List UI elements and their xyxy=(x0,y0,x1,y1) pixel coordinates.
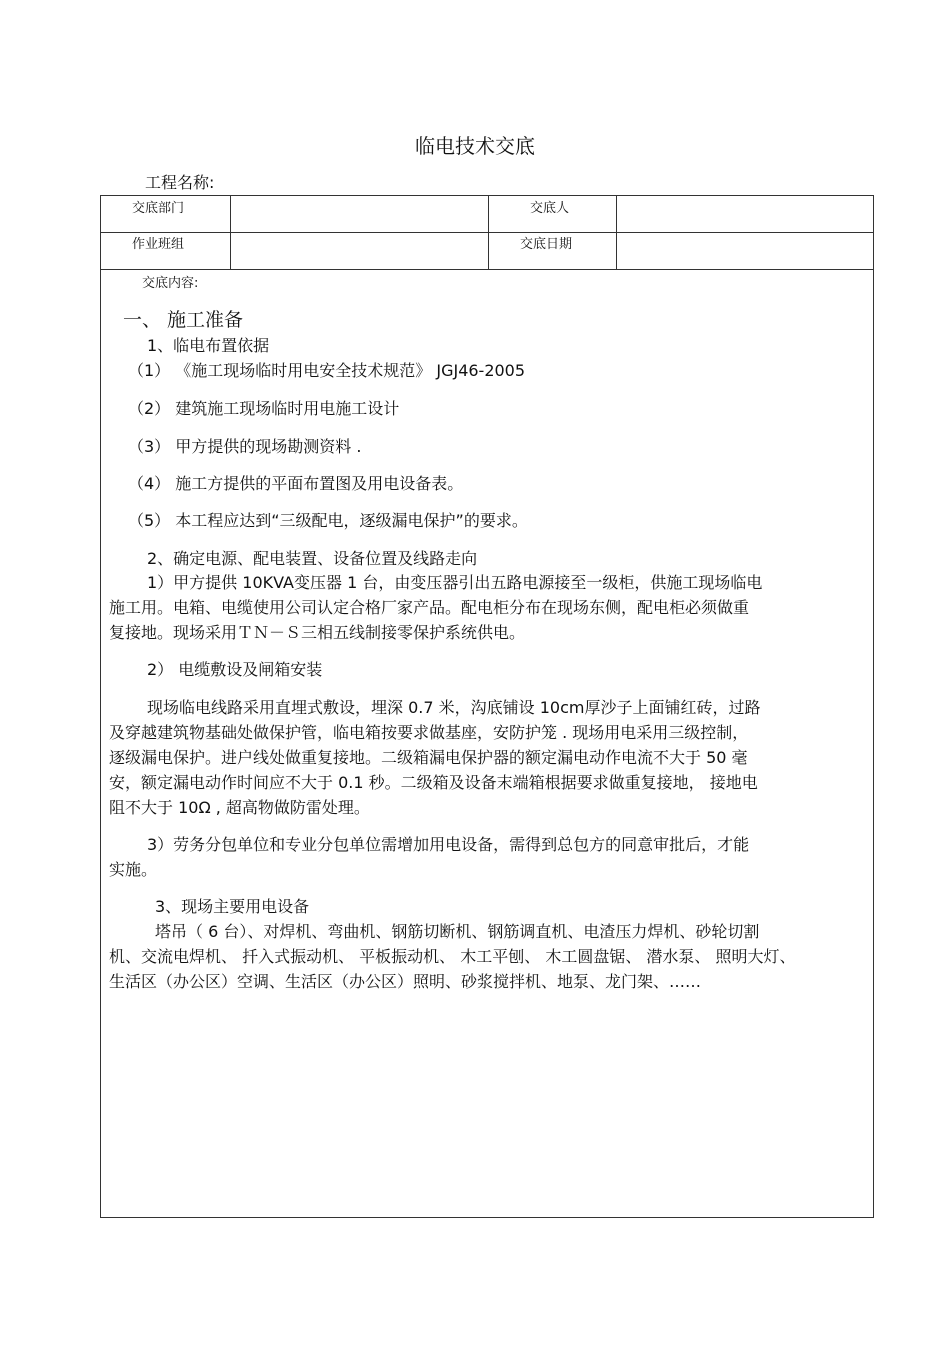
content-label: 交底内容: xyxy=(142,276,199,291)
sub2-p3-line1: 3）劳务分包单位和专业分包单位需增加用电设备，需得到总包方的同意审批后，才能 xyxy=(147,835,750,854)
table-divider-col3 xyxy=(616,195,617,269)
sub2-p3-line2: 实施。 xyxy=(109,860,158,879)
team-label: 作业班组 xyxy=(132,237,185,252)
page-title: 临电技术交底 xyxy=(415,134,535,158)
sub2-p2-title: 2） 电缆敷设及闸箱安装 xyxy=(147,660,323,679)
sub2-p2-line1: 现场临电线路采用直埋式敷设，埋深 0.7 米，沟底铺设 10cm厚沙子上面铺红砖，过路 xyxy=(147,698,761,717)
sub3-line3: 生活区（办公区）空调、生活区（办公区）照明、砂浆搅拌机、地泵、龙门架、…… xyxy=(109,972,702,991)
basis-item-5: （5） 本工程应达到“三级配电，逐级漏电保护”的要求。 xyxy=(128,511,528,530)
table-divider-row2 xyxy=(100,269,874,270)
sub3-line2: 机、交流电焊机、 扦入式振动机、 平板振动机、 木工平刨、 木工圆盘锯、 潜水泵、 照明大灯、 xyxy=(109,947,796,966)
project-name-label: 工程名称: xyxy=(145,173,215,192)
sub2-p1-line2: 施工用。电箱、电缆使用公司认定合格厂家产品。配电柜分布在现场东侧，配电柜必须做重 xyxy=(109,598,750,617)
table-divider-col1 xyxy=(230,195,231,269)
sub2-p2-line2: 及穿越建筑物基础处做保护管，临电箱按要求做基座，安防护笼 . 现场用电采用三级控制， xyxy=(109,723,749,742)
date-label: 交底日期 xyxy=(520,237,573,252)
sub1-title: 1、临电布置依据 xyxy=(147,336,270,355)
table-divider-col2 xyxy=(488,195,489,269)
sub2-p1-line1: 1）甲方提供 10KVA变压器 1 台，由变压器引出五路电源接至一级柜，供施工现场临电 xyxy=(147,573,763,592)
sub2-title: 2、确定电源、配电装置、设备位置及线路走向 xyxy=(147,549,478,568)
sub3-title: 3、现场主要用电设备 xyxy=(155,897,310,916)
sub3-line1: 塔吊（ 6 台）、对焊机、弯曲机、钢筋切断机、钢筋调直机、电渣压力焊机、砂轮切割 xyxy=(155,922,760,941)
person-label: 交底人 xyxy=(530,201,570,216)
table-divider-row1 xyxy=(100,232,874,233)
basis-item-2: （2） 建筑施工现场临时用电施工设计 xyxy=(128,399,400,418)
basis-item-1: （1） 《施工现场临时用电安全技术规范》 JGJ46-2005 xyxy=(128,361,526,380)
basis-item-3: （3） 甲方提供的现场勘测资料 . xyxy=(128,437,362,456)
dept-label: 交底部门 xyxy=(132,201,185,216)
sub2-p2-line3: 逐级漏电保护。进户线处做重复接地。二级箱漏电保护器的额定漏电动作电流不大于 50 毫 xyxy=(109,748,748,767)
section1-title: 一、 施工准备 xyxy=(123,309,244,331)
basis-item-4: （4） 施工方提供的平面布置图及用电设备表。 xyxy=(128,474,464,493)
sub2-p2-line4: 安，额定漏电动作时间应不大于 0.1 秒。二级箱及设备末端箱根据要求做重复接地， 接地电 xyxy=(109,773,758,792)
sub2-p1-line3: 复接地。现场采用ＴＮ－Ｓ三相五线制接零保护系统供电。 xyxy=(109,623,526,642)
sub2-p2-line5: 阻不大于 10Ω , 超高物做防雷处理。 xyxy=(109,798,370,817)
